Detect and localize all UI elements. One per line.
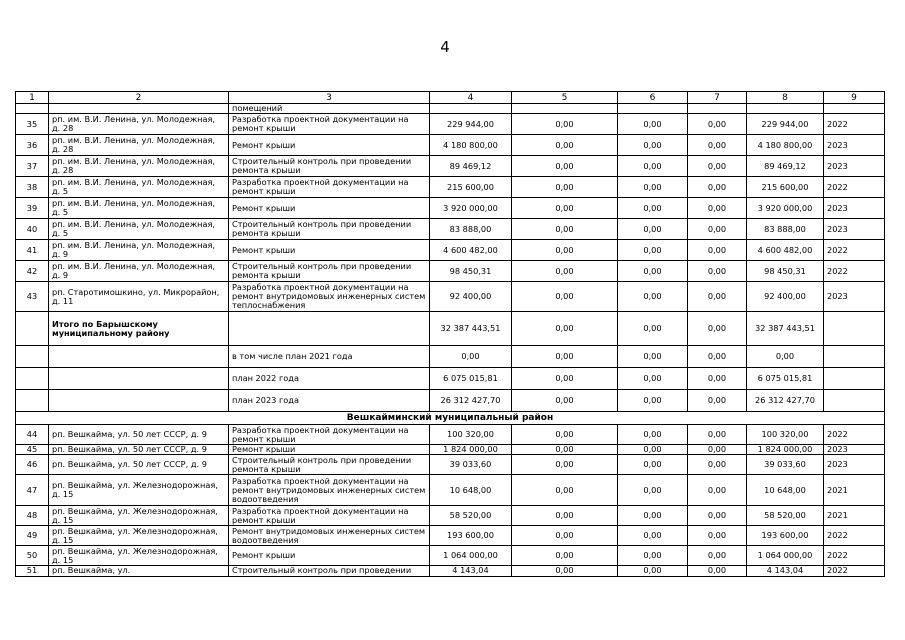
total-amount-cell: 32 387 443,51 (747, 312, 824, 346)
plan-label: план 2022 года (229, 368, 430, 390)
row-number-cell: 46 (16, 455, 49, 475)
empty-cell (16, 346, 49, 368)
amount-cell: 0,00 (688, 114, 747, 135)
empty-cell (49, 368, 229, 390)
total-cost-cell: 10 648,00 (430, 475, 512, 506)
amount-cell: 89 469,12 (747, 156, 824, 177)
row-number-cell: 42 (16, 261, 49, 282)
total-cost-cell: 100 320,00 (430, 425, 512, 445)
plan-amount-cell: 0,00 (512, 346, 618, 368)
total-cost-cell: 92 400,00 (430, 282, 512, 312)
plan-amount-cell: 0,00 (512, 390, 618, 412)
table-row (16, 282, 885, 312)
row-number-cell: 48 (16, 506, 49, 526)
table-row (16, 506, 885, 526)
table-row (16, 156, 885, 177)
work-type-cell: Разработка проектной документации на ремонт внутридомовых инженерных систем теплоснабжения (229, 282, 430, 312)
row-number-cell: 51 (16, 566, 49, 576)
amount-cell: 0,00 (688, 135, 747, 156)
total-cost-cell: 1 064 000,00 (430, 546, 512, 566)
table-row (16, 198, 885, 219)
page-number: 4 (440, 38, 450, 56)
plan-row (16, 368, 885, 390)
total-cost-cell: 58 520,00 (430, 506, 512, 526)
table-row (16, 177, 885, 198)
empty-cell (618, 104, 688, 114)
amount-cell: 0,00 (688, 156, 747, 177)
year-cell: 2022 (824, 114, 885, 135)
empty-cell (747, 104, 824, 114)
amount-cell: 0,00 (618, 282, 688, 312)
address-cell: рп. им. В.И. Ленина, ул. Молодежная, д. 5 (49, 219, 229, 240)
work-type-cell: помещений (229, 104, 430, 114)
year-cell: 2023 (824, 282, 885, 312)
section-row (16, 412, 885, 425)
total-cost-cell: 89 469,12 (430, 156, 512, 177)
continuation-row (16, 104, 885, 114)
amount-cell: 229 944,00 (747, 114, 824, 135)
year-cell: 2023 (824, 455, 885, 475)
amount-cell: 0,00 (688, 282, 747, 312)
total-amount-cell: 32 387 443,51 (430, 312, 512, 346)
work-type-cell: Ремонт крыши (229, 240, 430, 261)
column-header: 3 (229, 92, 430, 104)
empty-cell (824, 346, 885, 368)
total-amount-cell: 0,00 (512, 312, 618, 346)
amount-cell: 0,00 (688, 566, 747, 576)
row-number-cell: 49 (16, 526, 49, 546)
year-cell: 2023 (824, 156, 885, 177)
amount-cell: 83 888,00 (747, 219, 824, 240)
empty-cell (688, 104, 747, 114)
amount-cell: 4 600 482,00 (747, 240, 824, 261)
amount-cell: 0,00 (512, 240, 618, 261)
empty-cell (229, 312, 430, 346)
amount-cell: 0,00 (512, 546, 618, 566)
amount-cell: 0,00 (512, 219, 618, 240)
year-cell: 2022 (824, 526, 885, 546)
empty-cell (512, 104, 618, 114)
amount-cell: 4 143,04 (747, 566, 824, 576)
amount-cell: 0,00 (688, 506, 747, 526)
row-number-cell: 45 (16, 445, 49, 455)
total-cost-cell: 4 143,04 (430, 566, 512, 576)
total-amount-cell: 0,00 (618, 312, 688, 346)
amount-cell: 39 033,60 (747, 455, 824, 475)
amount-cell: 1 824 000,00 (747, 445, 824, 455)
amount-cell: 0,00 (512, 114, 618, 135)
amount-cell: 0,00 (688, 526, 747, 546)
year-cell: 2021 (824, 506, 885, 526)
address-cell: рп. им. В.И. Ленина, ул. Молодежная, д. 28 (49, 114, 229, 135)
work-type-cell: Строительный контроль при проведении ремонта крыши (229, 219, 430, 240)
amount-cell: 0,00 (512, 475, 618, 506)
section-title: Вешкайминский муниципальный район (16, 412, 885, 425)
total-label: Итого по Барышскому муниципальному району (49, 312, 229, 346)
amount-cell: 0,00 (618, 198, 688, 219)
address-cell: рп. им. В.И. Ленина, ул. Молодежная, д. 28 (49, 135, 229, 156)
total-cost-cell: 39 033,60 (430, 455, 512, 475)
work-type-cell: Разработка проектной документации на ремонт крыши (229, 506, 430, 526)
row-number-cell: 44 (16, 425, 49, 445)
column-header: 9 (824, 92, 885, 104)
row-number-cell: 36 (16, 135, 49, 156)
table-row (16, 261, 885, 282)
year-cell: 2021 (824, 475, 885, 506)
amount-cell: 0,00 (618, 240, 688, 261)
total-cost-cell: 3 920 000,00 (430, 198, 512, 219)
address-cell: рп. Вешкайма, ул. 50 лет СССР, д. 9 (49, 455, 229, 475)
total-cost-cell: 1 824 000,00 (430, 445, 512, 455)
amount-cell: 0,00 (618, 445, 688, 455)
amount-cell: 0,00 (618, 114, 688, 135)
amount-cell: 0,00 (618, 219, 688, 240)
column-header: 7 (688, 92, 747, 104)
total-cost-cell: 229 944,00 (430, 114, 512, 135)
amount-cell: 0,00 (688, 177, 747, 198)
work-type-cell: Строительный контроль при проведении ремонта крыши (229, 455, 430, 475)
amount-cell: 0,00 (512, 156, 618, 177)
year-cell: 2022 (824, 177, 885, 198)
address-cell: рп. им. В.И. Ленина, ул. Молодежная, д. 5 (49, 177, 229, 198)
amount-cell: 10 648,00 (747, 475, 824, 506)
plan-amount-cell: 0,00 (688, 368, 747, 390)
plan-amount-cell: 0,00 (618, 368, 688, 390)
plan-amount-cell: 0,00 (618, 390, 688, 412)
amount-cell: 0,00 (512, 425, 618, 445)
empty-cell (824, 104, 885, 114)
amount-cell: 0,00 (688, 219, 747, 240)
empty-cell (430, 104, 512, 114)
empty-cell (16, 312, 49, 346)
plan-amount-cell: 0,00 (747, 346, 824, 368)
empty-cell (824, 368, 885, 390)
table-row (16, 455, 885, 475)
amount-cell: 0,00 (512, 261, 618, 282)
amount-cell: 0,00 (688, 198, 747, 219)
works-table (15, 91, 885, 577)
work-type-cell: Ремонт внутридомовых инженерных систем водоотведения (229, 526, 430, 546)
address-cell: рп. Старотимошкино, ул. Микрорайон, д. 11 (49, 282, 229, 312)
empty-cell (16, 390, 49, 412)
work-type-cell: Ремонт крыши (229, 445, 430, 455)
empty-cell (824, 312, 885, 346)
plan-amount-cell: 26 312 427,70 (747, 390, 824, 412)
year-cell: 2022 (824, 546, 885, 566)
empty-cell (49, 346, 229, 368)
amount-cell: 0,00 (688, 425, 747, 445)
table-row (16, 114, 885, 135)
total-cost-cell: 4 180 800,00 (430, 135, 512, 156)
amount-cell: 0,00 (688, 445, 747, 455)
amount-cell: 0,00 (618, 475, 688, 506)
table-row (16, 425, 885, 445)
work-type-cell: Строительный контроль при проведении (229, 566, 430, 576)
amount-cell: 100 320,00 (747, 425, 824, 445)
work-type-cell: Строительный контроль при проведении ремонта крыши (229, 261, 430, 282)
empty-cell (16, 368, 49, 390)
amount-cell: 0,00 (512, 177, 618, 198)
address-cell (49, 104, 229, 114)
amount-cell: 0,00 (512, 455, 618, 475)
amount-cell: 58 520,00 (747, 506, 824, 526)
work-type-cell: Разработка проектной документации на ремонт внутридомовых инженерных систем водоотведения (229, 475, 430, 506)
plan-amount-cell: 0,00 (688, 390, 747, 412)
year-cell: 2022 (824, 240, 885, 261)
plan-amount-cell: 0,00 (430, 346, 512, 368)
year-cell: 2023 (824, 219, 885, 240)
amount-cell: 0,00 (512, 282, 618, 312)
amount-cell: 0,00 (618, 261, 688, 282)
year-cell: 2022 (824, 261, 885, 282)
row-number-cell: 37 (16, 156, 49, 177)
year-cell: 2023 (824, 198, 885, 219)
plan-row (16, 346, 885, 368)
plan-label: в том числе план 2021 года (229, 346, 430, 368)
amount-cell: 0,00 (618, 425, 688, 445)
row-number-cell: 47 (16, 475, 49, 506)
table-body (16, 92, 885, 577)
address-cell: рп. им. В.И. Ленина, ул. Молодежная, д. 28 (49, 156, 229, 177)
year-cell: 2023 (824, 445, 885, 455)
column-header: 4 (430, 92, 512, 104)
plan-amount-cell: 0,00 (618, 346, 688, 368)
plan-amount-cell: 6 075 015,81 (747, 368, 824, 390)
work-type-cell: Разработка проектной документации на ремонт крыши (229, 177, 430, 198)
row-number-cell: 40 (16, 219, 49, 240)
table-row (16, 546, 885, 566)
row-number-cell: 39 (16, 198, 49, 219)
amount-cell: 215 600,00 (747, 177, 824, 198)
work-type-cell: Строительный контроль при проведении ремонта крыши (229, 156, 430, 177)
address-cell: рп. Вешкайма, ул. Железнодорожная, д. 15 (49, 546, 229, 566)
table-row (16, 219, 885, 240)
amount-cell: 0,00 (618, 156, 688, 177)
amount-cell: 0,00 (688, 455, 747, 475)
column-header: 2 (49, 92, 229, 104)
total-amount-cell: 0,00 (688, 312, 747, 346)
plan-amount-cell: 26 312 427,70 (430, 390, 512, 412)
row-number-cell: 41 (16, 240, 49, 261)
address-cell: рп. им. В.И. Ленина, ул. Молодежная, д. 9 (49, 261, 229, 282)
work-type-cell: Разработка проектной документации на ремонт крыши (229, 425, 430, 445)
amount-cell: 0,00 (618, 177, 688, 198)
amount-cell: 0,00 (512, 506, 618, 526)
amount-cell: 0,00 (618, 135, 688, 156)
amount-cell: 92 400,00 (747, 282, 824, 312)
amount-cell: 0,00 (512, 566, 618, 576)
plan-amount-cell: 0,00 (512, 368, 618, 390)
address-cell: рп. Вешкайма, ул. Железнодорожная, д. 15 (49, 475, 229, 506)
year-cell: 2022 (824, 566, 885, 576)
amount-cell: 98 450,31 (747, 261, 824, 282)
table-row (16, 240, 885, 261)
table-row (16, 526, 885, 546)
amount-cell: 1 064 000,00 (747, 546, 824, 566)
amount-cell: 0,00 (618, 566, 688, 576)
table-row (16, 566, 885, 576)
total-cost-cell: 4 600 482,00 (430, 240, 512, 261)
plan-row (16, 390, 885, 412)
column-header: 1 (16, 92, 49, 104)
address-cell: рп. Вешкайма, ул. Железнодорожная, д. 15 (49, 506, 229, 526)
total-cost-cell: 193 600,00 (430, 526, 512, 546)
amount-cell: 0,00 (618, 526, 688, 546)
amount-cell: 0,00 (618, 546, 688, 566)
empty-cell (49, 390, 229, 412)
column-header: 5 (512, 92, 618, 104)
amount-cell: 0,00 (512, 135, 618, 156)
row-number-cell: 38 (16, 177, 49, 198)
amount-cell: 0,00 (688, 240, 747, 261)
plan-amount-cell: 0,00 (688, 346, 747, 368)
address-cell: рп. Вешкайма, ул. Железнодорожная, д. 15 (49, 526, 229, 546)
amount-cell: 3 920 000,00 (747, 198, 824, 219)
amount-cell: 0,00 (512, 445, 618, 455)
work-type-cell: Ремонт крыши (229, 135, 430, 156)
work-type-cell: Ремонт крыши (229, 198, 430, 219)
total-cost-cell: 83 888,00 (430, 219, 512, 240)
table-row (16, 475, 885, 506)
table-row (16, 445, 885, 455)
row-number-cell: 35 (16, 114, 49, 135)
amount-cell: 0,00 (512, 526, 618, 546)
year-cell: 2023 (824, 135, 885, 156)
row-number-cell (16, 104, 49, 114)
work-type-cell: Разработка проектной документации на ремонт крыши (229, 114, 430, 135)
empty-cell (824, 390, 885, 412)
plan-label: план 2023 года (229, 390, 430, 412)
total-row (16, 312, 885, 346)
header-row (16, 92, 885, 104)
amount-cell: 0,00 (512, 198, 618, 219)
plan-amount-cell: 6 075 015,81 (430, 368, 512, 390)
amount-cell: 4 180 800,00 (747, 135, 824, 156)
address-cell: рп. Вешкайма, ул. 50 лет СССР, д. 9 (49, 425, 229, 445)
amount-cell: 0,00 (618, 455, 688, 475)
column-header: 6 (618, 92, 688, 104)
amount-cell: 0,00 (618, 506, 688, 526)
address-cell: рп. им. В.И. Ленина, ул. Молодежная, д. 5 (49, 198, 229, 219)
year-cell: 2022 (824, 425, 885, 445)
amount-cell: 0,00 (688, 475, 747, 506)
address-cell: рп. им. В.И. Ленина, ул. Молодежная, д. 9 (49, 240, 229, 261)
work-type-cell: Ремонт крыши (229, 546, 430, 566)
total-cost-cell: 215 600,00 (430, 177, 512, 198)
row-number-cell: 43 (16, 282, 49, 312)
column-header: 8 (747, 92, 824, 104)
total-cost-cell: 98 450,31 (430, 261, 512, 282)
amount-cell: 193 600,00 (747, 526, 824, 546)
amount-cell: 0,00 (688, 546, 747, 566)
address-cell: рп. Вешкайма, ул. (49, 566, 229, 576)
table-row (16, 135, 885, 156)
amount-cell: 0,00 (688, 261, 747, 282)
row-number-cell: 50 (16, 546, 49, 566)
address-cell: рп. Вешкайма, ул. 50 лет СССР, д. 9 (49, 445, 229, 455)
